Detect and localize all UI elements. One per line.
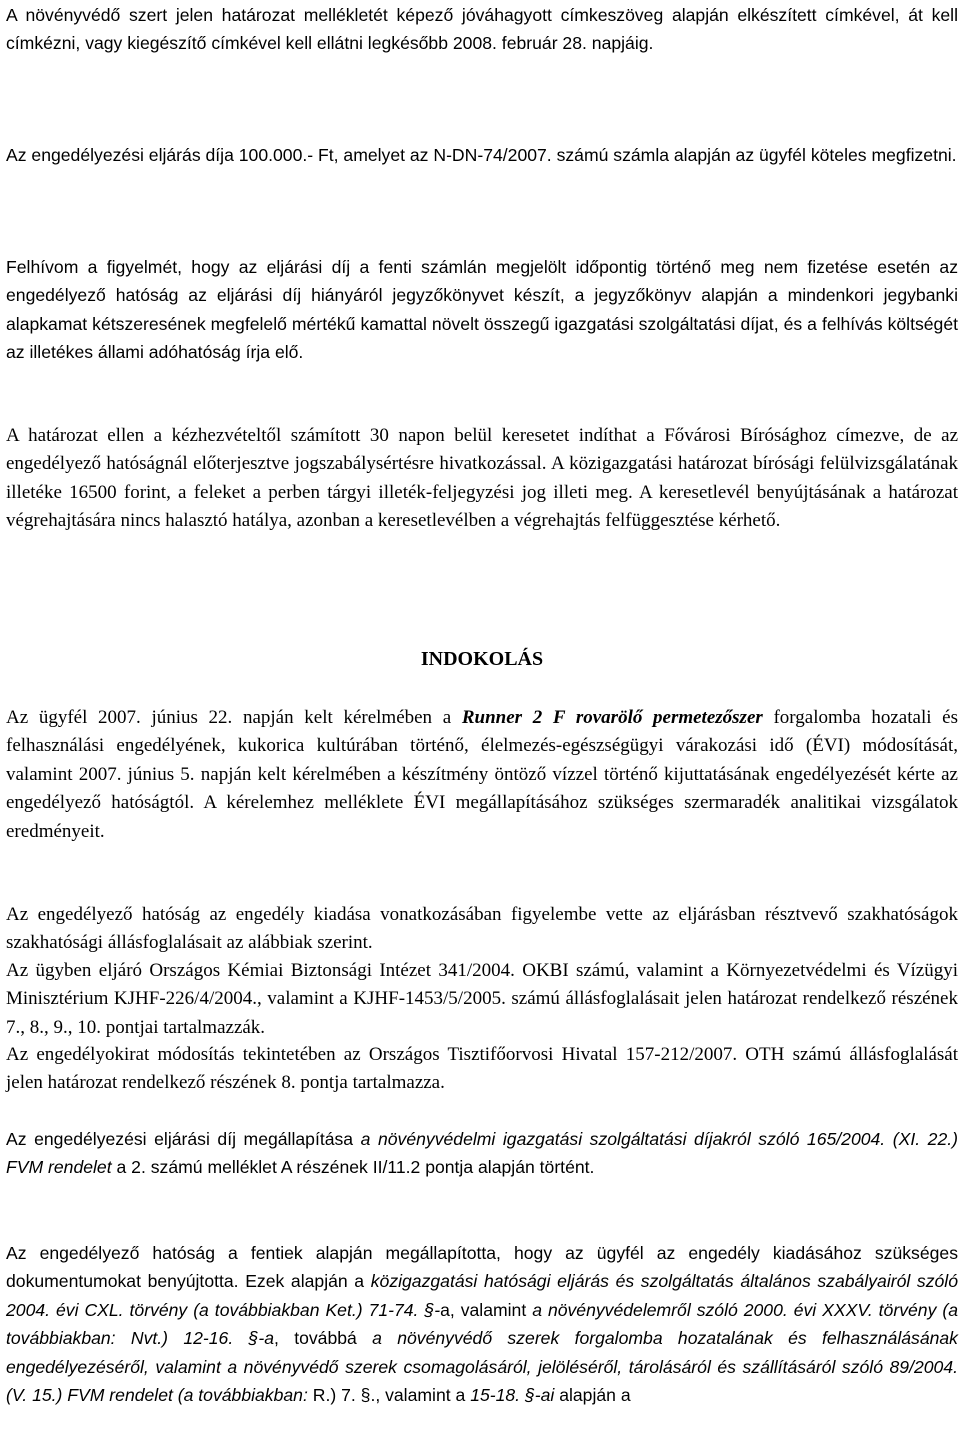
paragraph-request	[6, 704, 958, 846]
paragraph-relabel-deadline: A növényvédő szert jelen határozat mellékletét képező jóváhagyott címkeszöveg alapján elkészített címkével, át kell címkézni, vagy kiegészítő címkével kell ellátni legkésőbb 2008. február 28. napjáig.	[6, 5, 958, 54]
legal-text-4: ) 7. §	[330, 1385, 371, 1406]
fee-basis-text-2: a 2. számú melléklet A részének II/11.2 pontja alapján történt.	[111, 1157, 595, 1178]
paragraph-fee-basis	[6, 1125, 958, 1182]
request-text-2: forgalomba hozatali és felhasználási engedélyének, kukorica kultúrában történő, élelmezés-egészségügyi várakozási idő (ÉVI) módosítását, valamint 2007. június 5. napján kelt kérelmében a készítmény öntöző vízzel történő kijuttatásának engedélyezését kérte az engedélyező hatóságtól. A kérelemhez melléklete ÉVI megállapításához szükséges szermaradék analitikai vizsgálatok eredményeit.	[6, 707, 958, 842]
legal-text-2: a, valamint	[440, 1299, 533, 1320]
paragraph-oth: Az engedélyokirat módosítás tekintetében az Országos Tisztifőorvosi Hivatal 157-212/2007. OTH számú állásfoglalását jelen határozat rendelkező részének 8. pontja tartalmazza.	[6, 1044, 958, 1094]
paragraph-okbi: Az ügyben eljáró Országos Kémiai Biztonsági Intézet 341/2004. OKBI számú, valamint a Környezetvédelmi és Vízügyi Minisztérium KJHF-226/4/2004., valamint a KJHF-1453/5/2005. számú állásfoglalásait jelen határozat rendelkező részének 7., 8., 9., 10. pontjai tartalmazzák.	[6, 960, 958, 1038]
section-heading: INDOKOLÁS	[420, 648, 544, 670]
fee-regulation: a növényvédelmi igazgatási szolgáltatási díjakról szóló 165/2004. (XI. 22.) FVM rendelet	[6, 1129, 958, 1178]
law-ket: közigazgatási hatósági eljárás és szolgáltatás általános szabályairól szóló 2004. évi CXL. törvény (a továbbiakban Ket.) 71-74. §-	[6, 1271, 958, 1320]
fee-basis-text-1: Az engedélyezési eljárási díj megállapítása	[6, 1129, 361, 1149]
paragraph-fee: Az engedélyezési eljárás díja 100.000.- Ft, amelyet az N-DN-74/2007. számú számla alapján az ügyfél köteles megfizetni.	[6, 145, 957, 165]
product-name: Runner 2 F rovarölő permetezőszer	[461, 707, 763, 728]
paragraph-fee-warning: Felhívom a figyelmét, hogy az eljárási díj a fenti számlán megjelölt időpontig történő meg nem fizetése esetén az engedélyező hatóság az eljárási díj hiányáról jegyzőkönyvet készít, a jegyzőkönyv alapján a mindenkori jegybanki alapkamat kétszeresének megfelelő mértékű kamattal növelt összegű igazgatási szolgáltatási díjat, és a felhívás költségét az illetékes állami adóhatóság írja elő.	[6, 257, 958, 363]
paragraph-authorities: Az engedélyező hatóság az engedély kiadása vonatkozásában figyelembe vette az eljárásban résztvevő szakhatóságok szakhatósági állásfoglalásait az alábbiak szerint.	[6, 904, 958, 954]
legal-text-5: ., valamint a	[370, 1385, 471, 1406]
legal-text-6: alapján a	[554, 1385, 631, 1406]
paragraph-appeal: A határozat ellen a kézhezvételtől számított 30 napon belül keresetet indíthat a Fővárosi Bírósághoz címezve, de az engedélyező hatóságnál előterjesztve jogszabálysértésre hivatkozással. A közigazgatási határozat bírósági felülvizsgálatának illetéke 16500 forint, a feleket a perben tárgyi illeték-feljegyzési jog illeti meg. A keresetlevél benyújtásának a határozat végrehajtására nincs halasztó hatálya, azonban a keresetlevélben a végrehajtás felfüggesztése kérhető.	[6, 425, 958, 532]
request-text-1: Az ügyfél 2007. június 22. napján kelt kérelmében a	[6, 707, 462, 728]
regulation-fvm: a növényvédő szerek forgalomba hozatalának és felhasználásának engedélyezéséről, valamint a növényvédő szerek csomagolásáról, jelöléséről, tárolásáról és szállításáról szóló 89/2004. (V. 15.) FVM rendelet (a továbbiakban:	[6, 1328, 958, 1406]
legal-text-1: Az engedélyező hatóság a fentiek alapján megállapította, hogy az ügyfél az engedély kiadásához szükséges dokumentumokat benyújtotta. Ezek alapján a	[6, 1243, 958, 1292]
regulation-sections: 15-18. §-ai	[470, 1385, 555, 1406]
paragraph-legal-basis	[6, 1239, 958, 1409]
law-nvt: a növényvédelemről szóló 2000. évi XXXV. törvény (a továbbiakban: Nvt.) 12-16. §-a	[6, 1299, 958, 1349]
regulation-abbrev: R.	[312, 1385, 331, 1406]
legal-text-3: , továbbá	[273, 1328, 373, 1349]
